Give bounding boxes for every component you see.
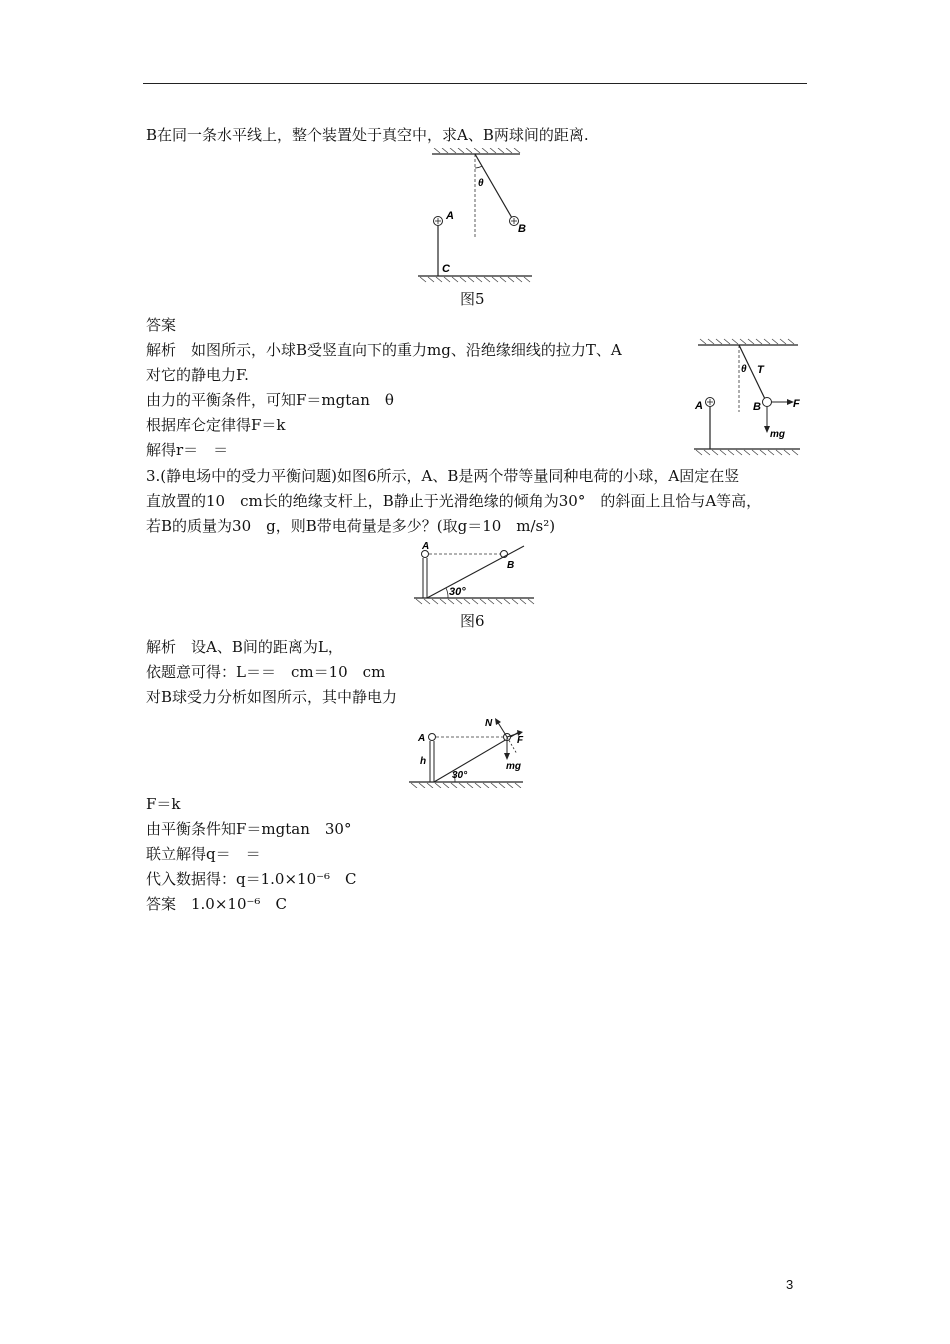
text-line: B在同一条水平线上，整个装置处于真空中，求A、B两球间的距离. <box>146 126 589 144</box>
text-line: 若B的质量为30 g，则B带电荷量是多少？(取g＝10 m/s²) <box>146 517 556 535</box>
label-h: h <box>420 756 427 767</box>
text-line: F＝k <box>146 795 181 813</box>
label-F: F <box>793 398 800 410</box>
text-line: 答案 1.0×10⁻⁶ C <box>146 895 287 913</box>
figure-6-caption: 图6 <box>460 612 485 630</box>
figure-5-caption: 图5 <box>460 290 485 308</box>
text-line: 联立解得q＝ ＝ <box>146 845 261 863</box>
text-line: 代入数据得：q＝1.0×10⁻⁶ C <box>146 870 357 888</box>
text-line: 由力的平衡条件，可知F＝mgtan θ <box>146 391 394 409</box>
page-number: 3 <box>786 1277 794 1292</box>
angle-label: 30° <box>449 586 466 598</box>
label-T: T <box>757 364 764 376</box>
label-B: B <box>507 560 515 571</box>
text-line: 直放置的10 cm长的绝缘支杆上，B静止于光滑绝缘的倾角为30° 的斜面上且恰与A等高， <box>146 492 762 510</box>
figure-6-diagram <box>412 538 538 608</box>
label-B: B <box>753 401 761 413</box>
text-line: 对它的静电力F. <box>146 366 249 384</box>
label-A: A <box>422 541 430 552</box>
header-rule <box>143 83 807 84</box>
text-line: 由平衡条件知F＝mgtan 30° <box>146 820 352 838</box>
theta-label: θ <box>741 364 747 375</box>
text-line: 解析 设A、B间的距离为L， <box>146 638 343 656</box>
label-mg: mg <box>770 429 785 440</box>
label-B: B <box>518 223 526 235</box>
force-diagram-ball-B <box>690 337 805 457</box>
text-line: 解析 如图所示，小球B受竖直向下的重力mg、沿绝缘细线的拉力T、A <box>146 341 622 359</box>
theta-label: θ <box>478 178 484 189</box>
text-line: 答案 <box>146 316 177 334</box>
figure-5-diagram <box>410 148 540 288</box>
label-C: C <box>442 263 450 275</box>
label-A: A <box>418 733 426 744</box>
incline-force-diagram <box>407 712 525 788</box>
angle-label: 30° <box>452 770 468 781</box>
text-line: 3.(静电场中的受力平衡问题)如图6所示，A、B是两个带等量同种电荷的小球，A固定在竖 <box>146 467 740 485</box>
text-line: 根据库仑定律得F＝k <box>146 416 286 434</box>
label-mg: mg <box>506 761 521 772</box>
text-line: 解得r＝ ＝ <box>146 441 229 459</box>
text-line: 对B球受力分析如图所示，其中静电力 <box>146 688 398 706</box>
label-A: A <box>695 400 703 412</box>
label-F: F <box>517 735 524 746</box>
text-line: 依题意可得：L＝＝ cm＝10 cm <box>146 663 386 681</box>
label-N: N <box>485 718 493 729</box>
label-A: A <box>446 210 454 222</box>
